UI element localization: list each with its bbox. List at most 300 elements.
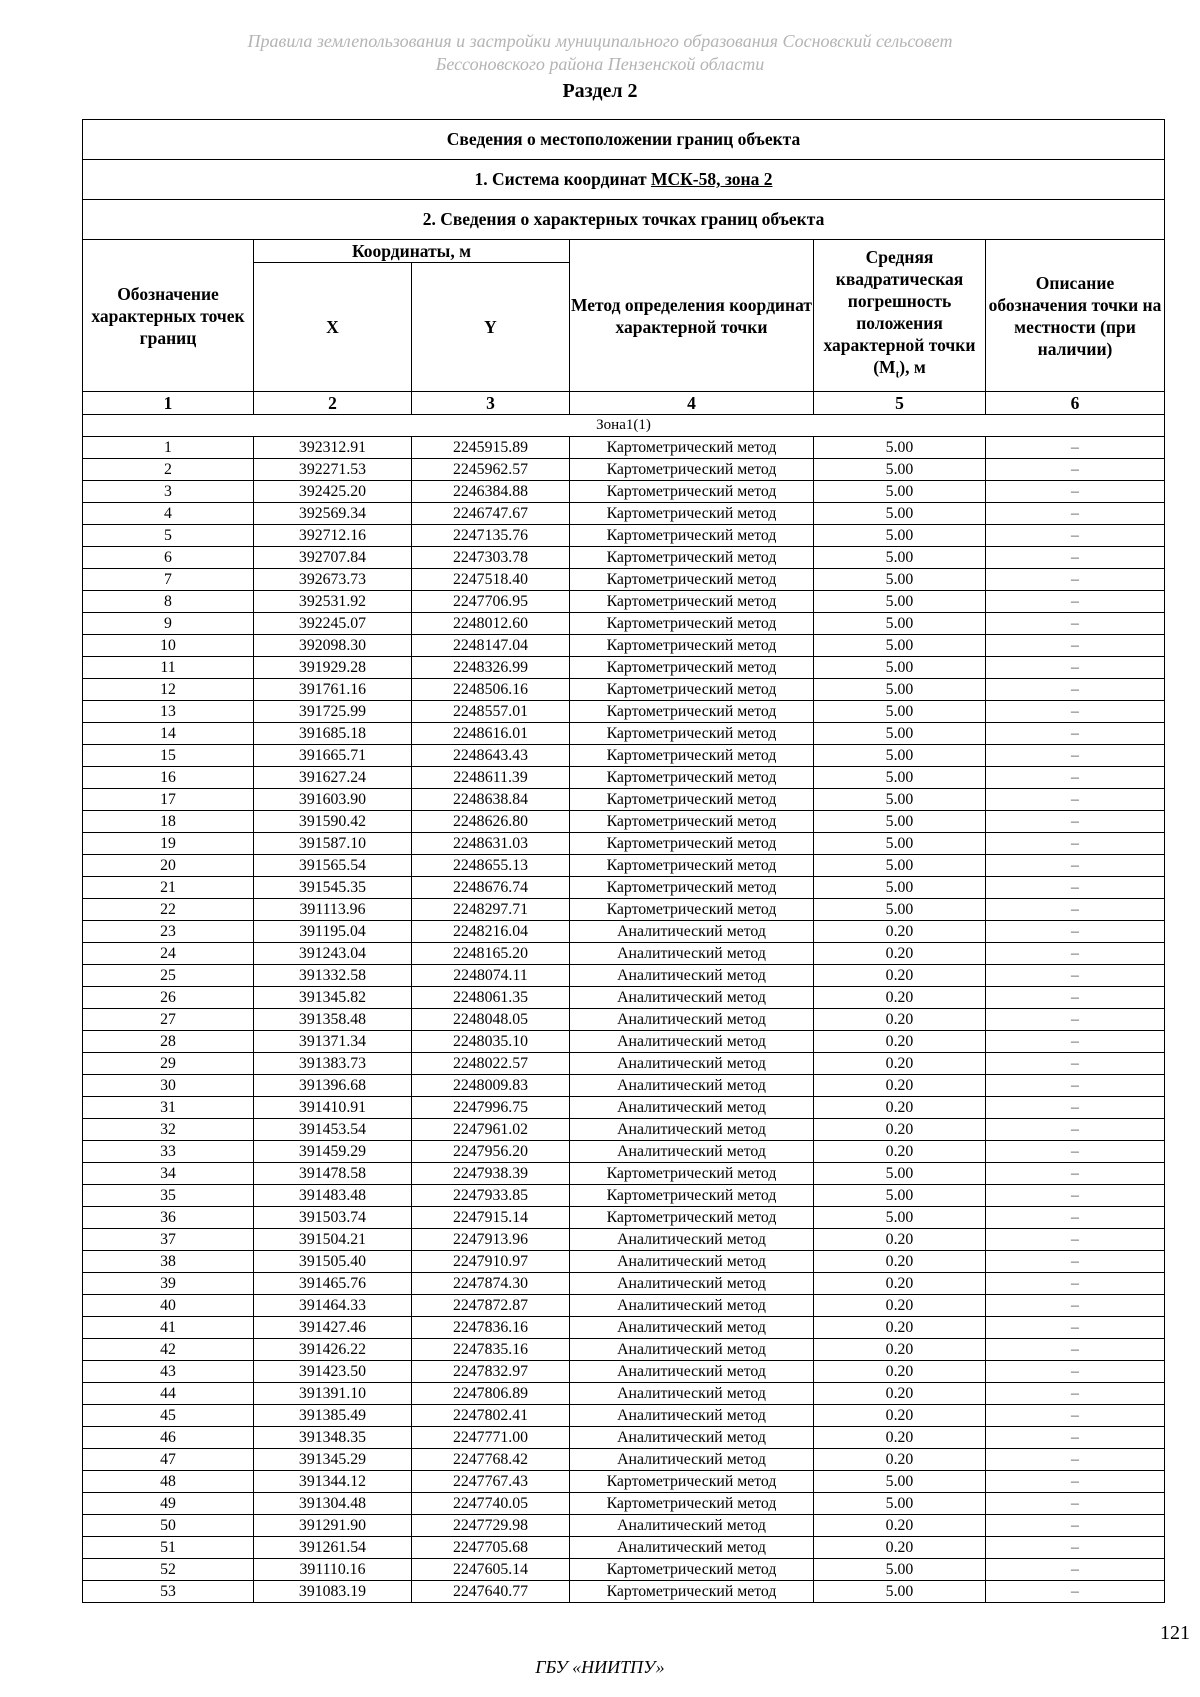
point-number-cell: 3 <box>83 481 254 503</box>
accuracy-cell: 0.20 <box>814 1339 986 1361</box>
table-row <box>83 679 1165 701</box>
table-row <box>83 1339 1165 1361</box>
y-coord-cell: 2248611.39 <box>412 767 570 789</box>
table-row <box>83 1383 1165 1405</box>
point-number-cell: 27 <box>83 1009 254 1031</box>
table-row <box>83 635 1165 657</box>
y-coord-cell: 2247806.89 <box>412 1383 570 1405</box>
y-coord-cell: 2247996.75 <box>412 1097 570 1119</box>
description-cell: – <box>986 943 1165 965</box>
description-cell: – <box>986 1493 1165 1515</box>
table-row <box>83 1229 1165 1251</box>
description-cell: – <box>986 723 1165 745</box>
y-coord-cell: 2247767.43 <box>412 1471 570 1493</box>
point-number-cell: 36 <box>83 1207 254 1229</box>
point-number-cell: 6 <box>83 547 254 569</box>
description-cell: – <box>986 525 1165 547</box>
point-number-cell: 30 <box>83 1075 254 1097</box>
description-cell: – <box>986 1295 1165 1317</box>
x-coord-cell: 391345.82 <box>254 987 412 1009</box>
y-coord-cell: 2247771.00 <box>412 1427 570 1449</box>
description-cell: – <box>986 1515 1165 1537</box>
method-cell: Картометрический метод <box>570 613 814 635</box>
description-cell: – <box>986 547 1165 569</box>
description-cell: – <box>986 899 1165 921</box>
y-coord-cell: 2248616.01 <box>412 723 570 745</box>
table-row <box>83 1009 1165 1031</box>
x-coord-cell: 392569.34 <box>254 503 412 525</box>
table-row <box>83 1471 1165 1493</box>
table-row <box>83 833 1165 855</box>
accuracy-cell: 0.20 <box>814 1295 986 1317</box>
accuracy-cell: 5.00 <box>814 657 986 679</box>
method-cell: Аналитический метод <box>570 1427 814 1449</box>
accuracy-cell: 5.00 <box>814 569 986 591</box>
y-coord-cell: 2247933.85 <box>412 1185 570 1207</box>
point-number-cell: 8 <box>83 591 254 613</box>
y-coord-cell: 2247802.41 <box>412 1405 570 1427</box>
method-cell: Аналитический метод <box>570 1229 814 1251</box>
method-cell: Картометрический метод <box>570 877 814 899</box>
accuracy-cell: 0.20 <box>814 1075 986 1097</box>
x-coord-cell: 391503.74 <box>254 1207 412 1229</box>
table-row <box>83 1163 1165 1185</box>
point-number-cell: 31 <box>83 1097 254 1119</box>
x-coord-cell: 391383.73 <box>254 1053 412 1075</box>
running-header-line2: Бессоновского района Пензенской области <box>435 54 765 74</box>
point-number-cell: 49 <box>83 1493 254 1515</box>
method-cell: Картометрический метод <box>570 1207 814 1229</box>
accuracy-cell: 5.00 <box>814 481 986 503</box>
point-number-cell: 48 <box>83 1471 254 1493</box>
description-cell: – <box>986 789 1165 811</box>
table-row <box>83 657 1165 679</box>
method-cell: Картометрический метод <box>570 1559 814 1581</box>
table-row <box>83 591 1165 613</box>
method-cell: Аналитический метод <box>570 1405 814 1427</box>
accuracy-cell: 5.00 <box>814 1581 986 1603</box>
method-cell: Картометрический метод <box>570 1471 814 1493</box>
y-coord-cell: 2248297.71 <box>412 899 570 921</box>
accuracy-cell: 0.20 <box>814 1031 986 1053</box>
y-coord-cell: 2246384.88 <box>412 481 570 503</box>
accuracy-cell: 5.00 <box>814 855 986 877</box>
x-coord-cell: 391113.96 <box>254 899 412 921</box>
table-row <box>83 745 1165 767</box>
table-row <box>83 1251 1165 1273</box>
point-number-cell: 18 <box>83 811 254 833</box>
accuracy-cell: 0.20 <box>814 1449 986 1471</box>
table-row <box>83 855 1165 877</box>
y-coord-cell: 2247915.14 <box>412 1207 570 1229</box>
accuracy-cell: 0.20 <box>814 1317 986 1339</box>
description-cell: – <box>986 437 1165 459</box>
description-cell: – <box>986 613 1165 635</box>
x-coord-cell: 391603.90 <box>254 789 412 811</box>
description-cell: – <box>986 591 1165 613</box>
x-coord-cell: 391358.48 <box>254 1009 412 1031</box>
header-accuracy-text: Средняя квадратическая погрешность положения характерной точки $(M_t)$, м <box>823 246 976 381</box>
point-number-cell: 14 <box>83 723 254 745</box>
point-number-cell: 9 <box>83 613 254 635</box>
accuracy-cell: 5.00 <box>814 1163 986 1185</box>
x-coord-cell: 391083.19 <box>254 1581 412 1603</box>
point-number-cell: 24 <box>83 943 254 965</box>
accuracy-cell: 5.00 <box>814 635 986 657</box>
accuracy-cell: 0.20 <box>814 1229 986 1251</box>
description-cell: – <box>986 635 1165 657</box>
coord-system-row <box>83 160 1165 200</box>
method-cell: Картометрический метод <box>570 1581 814 1603</box>
description-cell: – <box>986 1163 1165 1185</box>
header-coordinates: Координаты, м <box>254 240 570 263</box>
method-cell: Картометрический метод <box>570 635 814 657</box>
accuracy-cell: 0.20 <box>814 1427 986 1449</box>
x-coord-cell: 391110.16 <box>254 1559 412 1581</box>
point-number-cell: 29 <box>83 1053 254 1075</box>
table-row <box>83 481 1165 503</box>
description-cell: – <box>986 1229 1165 1251</box>
y-coord-cell: 2247518.40 <box>412 569 570 591</box>
y-coord-cell: 2248557.01 <box>412 701 570 723</box>
table-row <box>83 1537 1165 1559</box>
y-coord-cell: 2248506.16 <box>412 679 570 701</box>
x-coord-cell: 391725.99 <box>254 701 412 723</box>
accuracy-cell: 5.00 <box>814 525 986 547</box>
accuracy-cell: 5.00 <box>814 1207 986 1229</box>
zone-label: Зона1(1) <box>83 415 1165 437</box>
method-cell: Картометрический метод <box>570 833 814 855</box>
description-cell: – <box>986 987 1165 1009</box>
method-cell: Картометрический метод <box>570 679 814 701</box>
x-coord-cell: 391195.04 <box>254 921 412 943</box>
point-number-cell: 4 <box>83 503 254 525</box>
points-info-row <box>83 200 1165 240</box>
table-row <box>83 789 1165 811</box>
x-coord-cell: 391332.58 <box>254 965 412 987</box>
table-title: Сведения о местоположении границ объекта <box>83 120 1165 160</box>
x-coord-cell: 391261.54 <box>254 1537 412 1559</box>
method-cell: Аналитический метод <box>570 1009 814 1031</box>
y-coord-cell: 2247872.87 <box>412 1295 570 1317</box>
method-cell: Аналитический метод <box>570 1361 814 1383</box>
table-title-row <box>83 120 1165 160</box>
accuracy-cell: 5.00 <box>814 1185 986 1207</box>
description-cell: – <box>986 1581 1165 1603</box>
description-cell: – <box>986 1361 1165 1383</box>
accuracy-cell: 5.00 <box>814 679 986 701</box>
point-number-cell: 39 <box>83 1273 254 1295</box>
method-cell: Аналитический метод <box>570 965 814 987</box>
accuracy-cell: 0.20 <box>814 1515 986 1537</box>
method-cell: Картометрический метод <box>570 767 814 789</box>
method-cell: Аналитический метод <box>570 1537 814 1559</box>
column-number-row <box>83 392 1165 415</box>
x-coord-cell: 391396.68 <box>254 1075 412 1097</box>
y-coord-cell: 2247913.96 <box>412 1229 570 1251</box>
point-number-cell: 21 <box>83 877 254 899</box>
col-number-4: 4 <box>570 392 814 415</box>
method-cell: Аналитический метод <box>570 1339 814 1361</box>
y-coord-cell: 2248638.84 <box>412 789 570 811</box>
table-row <box>83 613 1165 635</box>
accuracy-cell: 5.00 <box>814 1471 986 1493</box>
point-number-cell: 28 <box>83 1031 254 1053</box>
accuracy-cell: 0.20 <box>814 1053 986 1075</box>
accuracy-cell: 0.20 <box>814 1119 986 1141</box>
description-cell: – <box>986 679 1165 701</box>
x-coord-cell: 391545.35 <box>254 877 412 899</box>
method-cell: Картометрический метод <box>570 811 814 833</box>
accuracy-cell: 0.20 <box>814 1273 986 1295</box>
accuracy-cell: 0.20 <box>814 987 986 1009</box>
footer-org: ГБУ «НИИТПУ» <box>535 1657 665 1677</box>
point-number-cell: 46 <box>83 1427 254 1449</box>
table-row <box>83 525 1165 547</box>
description-cell: – <box>986 767 1165 789</box>
description-cell: – <box>986 657 1165 679</box>
y-coord-cell: 2247768.42 <box>412 1449 570 1471</box>
accuracy-cell: 0.20 <box>814 1251 986 1273</box>
y-coord-cell: 2247836.16 <box>412 1317 570 1339</box>
x-coord-cell: 391427.46 <box>254 1317 412 1339</box>
method-cell: Аналитический метод <box>570 1449 814 1471</box>
table-row <box>83 723 1165 745</box>
table-row <box>83 437 1165 459</box>
method-cell: Картометрический метод <box>570 1185 814 1207</box>
table-row <box>83 569 1165 591</box>
accuracy-cell: 0.20 <box>814 1097 986 1119</box>
accuracy-cell: 5.00 <box>814 767 986 789</box>
y-coord-cell: 2247910.97 <box>412 1251 570 1273</box>
x-coord-cell: 391465.76 <box>254 1273 412 1295</box>
point-number-cell: 7 <box>83 569 254 591</box>
x-coord-cell: 391929.28 <box>254 657 412 679</box>
coord-system-label: 1. Система координат <box>474 169 651 189</box>
header-x: X <box>254 263 412 392</box>
x-coord-cell: 391587.10 <box>254 833 412 855</box>
point-number-cell: 20 <box>83 855 254 877</box>
method-cell: Картометрический метод <box>570 503 814 525</box>
x-coord-cell: 391385.49 <box>254 1405 412 1427</box>
x-coord-cell: 392673.73 <box>254 569 412 591</box>
table-row <box>83 921 1165 943</box>
coord-system-value: МСК-58, зона 2 <box>650 169 773 189</box>
accuracy-cell: 5.00 <box>814 1559 986 1581</box>
x-coord-cell: 391459.29 <box>254 1141 412 1163</box>
method-cell: Картометрический метод <box>570 547 814 569</box>
y-coord-cell: 2247740.05 <box>412 1493 570 1515</box>
accuracy-cell: 5.00 <box>814 701 986 723</box>
x-coord-cell: 391478.58 <box>254 1163 412 1185</box>
table-row <box>83 943 1165 965</box>
col-number-2: 2 <box>254 392 412 415</box>
description-cell: – <box>986 503 1165 525</box>
y-coord-cell: 2248035.10 <box>412 1031 570 1053</box>
description-cell: – <box>986 1317 1165 1339</box>
description-cell: – <box>986 1251 1165 1273</box>
point-number-cell: 5 <box>83 525 254 547</box>
y-coord-cell: 2247956.20 <box>412 1141 570 1163</box>
table-row <box>83 877 1165 899</box>
method-cell: Картометрический метод <box>570 1493 814 1515</box>
point-number-cell: 52 <box>83 1559 254 1581</box>
x-coord-cell: 391590.42 <box>254 811 412 833</box>
table-row <box>83 1559 1165 1581</box>
description-cell: – <box>986 1185 1165 1207</box>
y-coord-cell: 2247135.76 <box>412 525 570 547</box>
accuracy-cell: 0.20 <box>814 1383 986 1405</box>
y-coord-cell: 2247303.78 <box>412 547 570 569</box>
method-cell: Картометрический метод <box>570 1163 814 1185</box>
col-number-3: 3 <box>412 392 570 415</box>
header-y: Y <box>412 263 570 392</box>
x-coord-cell: 391483.48 <box>254 1185 412 1207</box>
accuracy-cell: 0.20 <box>814 921 986 943</box>
y-coord-cell: 2248655.13 <box>412 855 570 877</box>
point-number-cell: 35 <box>83 1185 254 1207</box>
y-coord-cell: 2247961.02 <box>412 1119 570 1141</box>
method-cell: Аналитический метод <box>570 1295 814 1317</box>
table-row <box>83 987 1165 1009</box>
y-coord-cell: 2248676.74 <box>412 877 570 899</box>
x-coord-cell: 391453.54 <box>254 1119 412 1141</box>
y-coord-cell: 2248643.43 <box>412 745 570 767</box>
header-row-1 <box>83 240 1165 263</box>
method-cell: Аналитический метод <box>570 1097 814 1119</box>
table-row <box>83 1581 1165 1603</box>
x-coord-cell: 391410.91 <box>254 1097 412 1119</box>
col-number-6: 6 <box>986 392 1165 415</box>
point-number-cell: 40 <box>83 1295 254 1317</box>
table-row <box>83 1119 1165 1141</box>
method-cell: Картометрический метод <box>570 525 814 547</box>
x-coord-cell: 392425.20 <box>254 481 412 503</box>
x-coord-cell: 391291.90 <box>254 1515 412 1537</box>
table-row <box>83 1427 1165 1449</box>
y-coord-cell: 2246747.67 <box>412 503 570 525</box>
method-cell: Картометрический метод <box>570 437 814 459</box>
y-coord-cell: 2248074.11 <box>412 965 570 987</box>
col-number-1: 1 <box>83 392 254 415</box>
method-cell: Аналитический метод <box>570 1383 814 1405</box>
method-cell: Аналитический метод <box>570 1251 814 1273</box>
point-number-cell: 44 <box>83 1383 254 1405</box>
x-coord-cell: 391761.16 <box>254 679 412 701</box>
table-row <box>83 701 1165 723</box>
section-title: Раздел 2 <box>562 80 638 102</box>
x-coord-cell: 391665.71 <box>254 745 412 767</box>
method-cell: Аналитический метод <box>570 1141 814 1163</box>
y-coord-cell: 2247640.77 <box>412 1581 570 1603</box>
accuracy-cell: 5.00 <box>814 1493 986 1515</box>
x-coord-cell: 391423.50 <box>254 1361 412 1383</box>
method-cell: Картометрический метод <box>570 591 814 613</box>
y-coord-cell: 2248147.04 <box>412 635 570 657</box>
y-coord-cell: 2247729.98 <box>412 1515 570 1537</box>
table-row <box>83 1207 1165 1229</box>
zone-row <box>83 415 1165 437</box>
method-cell: Картометрический метод <box>570 701 814 723</box>
point-number-cell: 25 <box>83 965 254 987</box>
y-coord-cell: 2245915.89 <box>412 437 570 459</box>
y-coord-cell: 2247874.30 <box>412 1273 570 1295</box>
table-row <box>83 811 1165 833</box>
point-number-cell: 23 <box>83 921 254 943</box>
point-number-cell: 19 <box>83 833 254 855</box>
table-row <box>83 1273 1165 1295</box>
point-number-cell: 45 <box>83 1405 254 1427</box>
table-row <box>83 1075 1165 1097</box>
y-coord-cell: 2245962.57 <box>412 459 570 481</box>
y-coord-cell: 2247835.16 <box>412 1339 570 1361</box>
description-cell: – <box>986 1119 1165 1141</box>
col-number-5: 5 <box>814 392 986 415</box>
table-row <box>83 1317 1165 1339</box>
description-cell: – <box>986 1141 1165 1163</box>
method-cell: Картометрический метод <box>570 569 814 591</box>
point-number-cell: 1 <box>83 437 254 459</box>
description-cell: – <box>986 1009 1165 1031</box>
x-coord-cell: 391344.12 <box>254 1471 412 1493</box>
description-cell: – <box>986 459 1165 481</box>
description-cell: – <box>986 1031 1165 1053</box>
method-cell: Аналитический метод <box>570 1119 814 1141</box>
point-number-cell: 32 <box>83 1119 254 1141</box>
accuracy-cell: 0.20 <box>814 943 986 965</box>
table-row <box>83 767 1165 789</box>
method-cell: Картометрический метод <box>570 723 814 745</box>
method-cell: Аналитический метод <box>570 987 814 1009</box>
x-coord-cell: 392531.92 <box>254 591 412 613</box>
x-coord-cell: 391345.29 <box>254 1449 412 1471</box>
method-cell: Аналитический метод <box>570 1053 814 1075</box>
method-cell: Аналитический метод <box>570 1031 814 1053</box>
y-coord-cell: 2248022.57 <box>412 1053 570 1075</box>
y-coord-cell: 2248009.83 <box>412 1075 570 1097</box>
table-row <box>83 1449 1165 1471</box>
x-coord-cell: 391348.35 <box>254 1427 412 1449</box>
table-row <box>83 1295 1165 1317</box>
description-cell: – <box>986 1471 1165 1493</box>
description-cell: – <box>986 1449 1165 1471</box>
y-coord-cell: 2248326.99 <box>412 657 570 679</box>
description-cell: – <box>986 1207 1165 1229</box>
accuracy-cell: 5.00 <box>814 613 986 635</box>
accuracy-cell: 0.20 <box>814 1537 986 1559</box>
description-cell: – <box>986 1097 1165 1119</box>
table-row <box>83 1097 1165 1119</box>
point-number-cell: 38 <box>83 1251 254 1273</box>
x-coord-cell: 391627.24 <box>254 767 412 789</box>
point-number-cell: 17 <box>83 789 254 811</box>
description-cell: – <box>986 1053 1165 1075</box>
method-cell: Картометрический метод <box>570 481 814 503</box>
description-cell: – <box>986 1075 1165 1097</box>
description-cell: – <box>986 921 1165 943</box>
method-cell: Картометрический метод <box>570 459 814 481</box>
y-coord-cell: 2248631.03 <box>412 833 570 855</box>
y-coord-cell: 2247706.95 <box>412 591 570 613</box>
point-number-cell: 15 <box>83 745 254 767</box>
points-info-cell: 2. Сведения о характерных точках границ объекта <box>83 200 1165 240</box>
header-method: Метод определения координат характерной точки <box>570 240 814 392</box>
x-coord-cell: 391304.48 <box>254 1493 412 1515</box>
table-row <box>83 547 1165 569</box>
point-number-cell: 53 <box>83 1581 254 1603</box>
accuracy-cell: 5.00 <box>814 833 986 855</box>
accuracy-cell: 5.00 <box>814 899 986 921</box>
